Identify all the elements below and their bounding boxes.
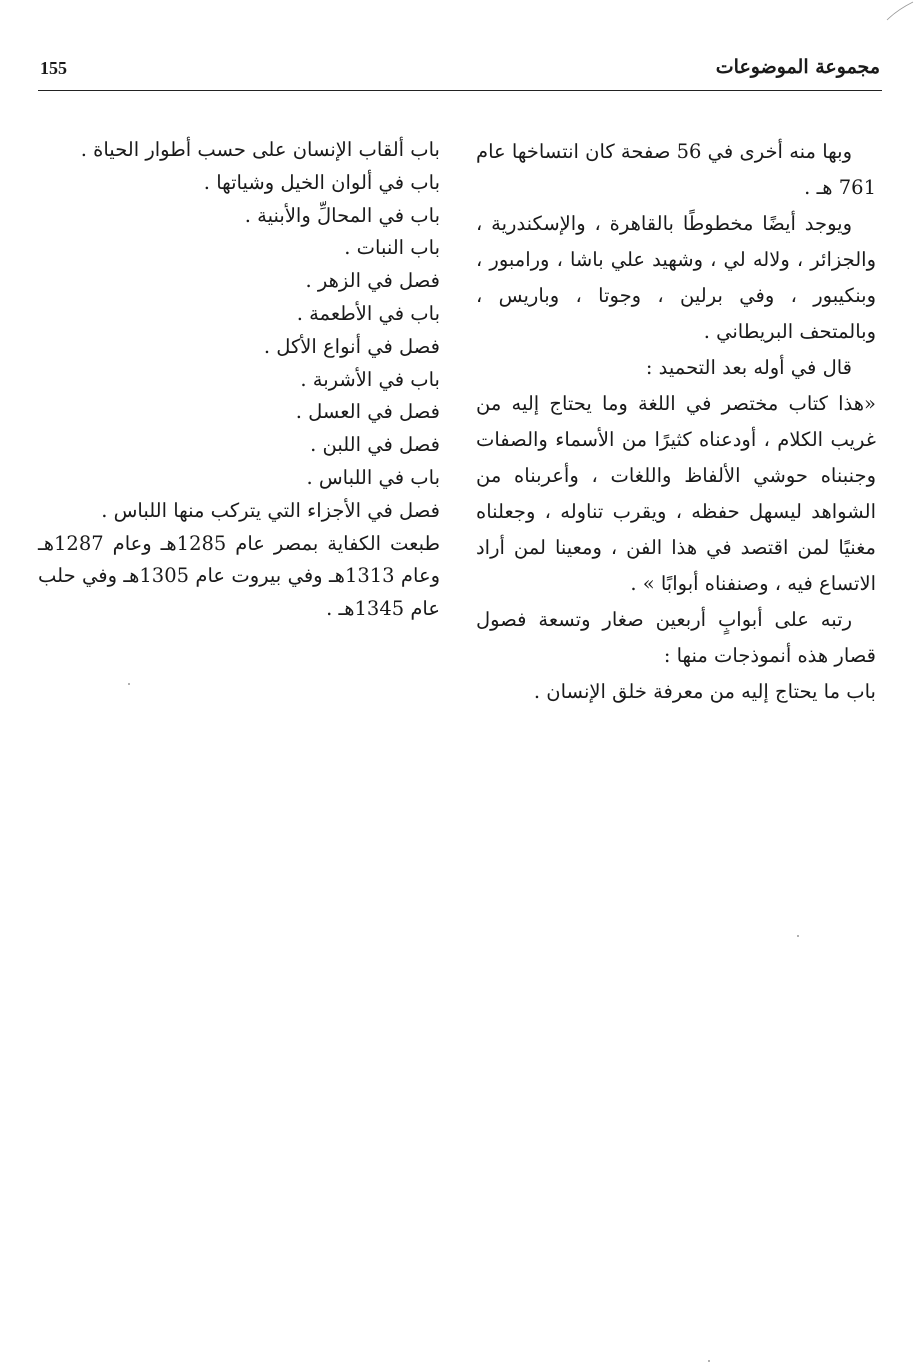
section-item: فصل في العسل .	[295, 400, 440, 424]
scan-speck	[797, 935, 799, 937]
chapter-item: باب ألقاب الإنسان على حسب أطوار الحياة .	[80, 138, 440, 161]
section-item: فصل في الأجزاء التي يتركب منها اللباس .	[101, 498, 440, 522]
paragraph-manuscript-locations: ويوجد أيضًا مخطوطًا بالقاهرة ، والإسكندرية ، والجزائر ، ولاله لي ، وشهيد علي باشا ، ورامبور ، وبنكيبور ، وفي برلين ، وجوتا ، وباريس ، وبالمتحف البريطاني .	[476, 212, 876, 343]
printing-history-paragraph: طبعت الكفاية بمصر عام 1285هـ وعام 1287هـ وعام 1313هـ وفي بيروت عام 1305هـ وفي حلب عام 1345هـ .	[38, 531, 441, 621]
chapter-item: باب النبات .	[344, 236, 440, 260]
page-number: 155	[40, 58, 67, 78]
paragraph-quotation: «هذا كتاب مختصر في اللغة وما يحتاج إليه من غريب الكلام ، أودعناه كثيرًا من الأسماء والصفات وجنبناه حوشي الألفاظ واللغات ، وأعربناه من الشواهد ليسهل حفظه ، ويقرب تناوله ، وجعلناه مغنيًا لمن اقتصد في هذا الفن ، ومعينا لمن أراد الاتساع فيه ، وصنفناه أبوابًا » .	[476, 392, 876, 595]
left-column	[38, 134, 440, 626]
section-item: فصل في أنواع الأكل .	[263, 334, 440, 358]
scan-speck	[128, 683, 130, 685]
chapter-item: باب في الأطعمة .	[296, 301, 440, 325]
page-header	[38, 54, 882, 91]
paragraph-arrangement: رتبه على أبوابٍ أربعين صغار وتسعة فصول قصار هذه أنموذجات منها :	[476, 608, 876, 667]
paragraph-manuscript-copy: وبها منه أخرى في 56 صفحة كان انتساخها عام 761 هـ .	[476, 140, 876, 199]
chapter-item: باب في اللباس .	[306, 465, 440, 489]
chapter-item-first: باب ما يحتاج إليه من معرفة خلق الإنسان .	[533, 680, 876, 703]
chapter-item: باب في ألوان الخيل وشياتها .	[203, 170, 440, 194]
section-item: فصل في اللبن .	[310, 433, 440, 457]
running-title: مجموعة الموضوعات	[715, 56, 880, 78]
chapter-item: باب في المحالِّ والأبنية .	[244, 203, 440, 227]
chapter-item: باب في الأشربة .	[300, 367, 440, 391]
section-item: فصل في الزهر .	[305, 269, 440, 293]
scan-corner-mark	[885, 0, 915, 22]
scan-speck	[708, 1360, 710, 1362]
paragraph-intro: قال في أوله بعد التحميد :	[645, 356, 852, 379]
right-column	[476, 134, 876, 710]
